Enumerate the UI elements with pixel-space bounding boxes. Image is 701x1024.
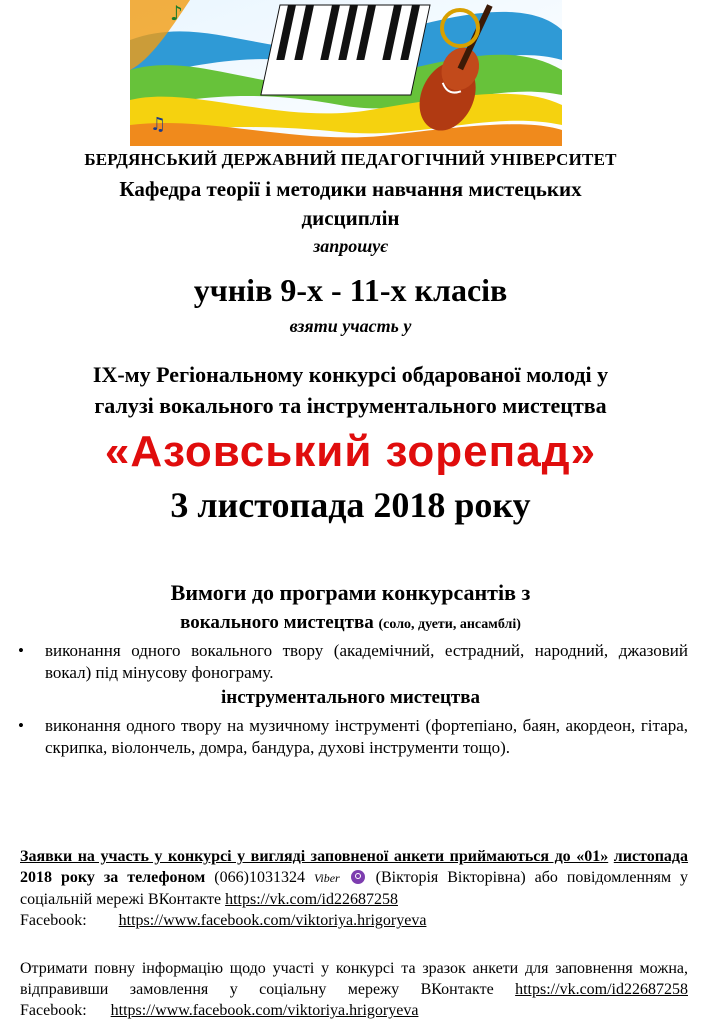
contest-name: «Азовський зорепад»	[104, 427, 597, 476]
bullet-icon: •	[18, 641, 24, 660]
take-part-text: взяти участь у	[289, 316, 412, 336]
applications-bold-2: 2018 року за телефоном	[20, 869, 206, 886]
requirements-title: Вимоги до програми конкурсантів з	[170, 580, 531, 605]
invites-text: запрошує	[313, 236, 388, 256]
department-line-1: Кафедра теорії і методики навчання мистецьких	[119, 177, 582, 201]
vocal-requirement-text: виконання одного вокального твору (академічний, естрадний, народний, джазовий вокал) під мінусову фонограму.	[45, 641, 688, 682]
applications-bold-1: Заявки на участь у конкурсі у вигляді заповненої анкети приймаються до «01»	[20, 848, 609, 865]
facebook-label: Facebook:	[20, 912, 87, 929]
contest-title-line-2: галузі вокального та інструментального мистецтва	[94, 393, 607, 418]
info-paragraph	[20, 958, 688, 1021]
university-name: БЕРДЯНСЬКИЙ ДЕРЖАВНИЙ ПЕДАГОГІЧНИЙ УНІВЕРСИТЕТ	[84, 150, 617, 169]
info-vk-link[interactable]: https://vk.com/id22687258	[515, 981, 688, 998]
viber-label: Viber	[313, 871, 340, 885]
svg-text:♪: ♪	[170, 1, 183, 25]
vocal-title-text: вокального мистецтва	[180, 612, 374, 633]
contact-name: (Вікторія Вікторівна)	[366, 869, 526, 886]
info-text: Отримати повну інформацію щодо участі у конкурсі та зразок анкети для заповнення можна, відправивши замовлення у соціальну мережу ВКонтакте	[20, 960, 688, 998]
phone-number: (066)1031324	[205, 869, 314, 886]
applications-date-month: листопада	[613, 848, 689, 865]
contest-date: 3 листопада 2018 року	[170, 485, 531, 525]
instrumental-section-title: інструментального мистецтва	[220, 687, 481, 708]
instrumental-requirement-item	[18, 715, 688, 759]
info-facebook-label: Facebook:	[20, 1002, 87, 1019]
instrumental-requirement-text: виконання одного твору на музичному інструменті (фортепіано, баян, акордеон, гітара, скрипка, віолончель, домра, бандура, духові інструменти тощо).	[45, 716, 688, 757]
vk-link[interactable]: https://vk.com/id22687258	[225, 891, 398, 908]
music-instruments-banner	[130, 0, 562, 146]
facebook-link[interactable]: https://www.facebook.com/viktoriya.hrigoryeva	[118, 912, 427, 929]
target-students: учнів 9-х - 11-х класів	[193, 272, 508, 308]
applications-paragraph	[20, 846, 688, 931]
contest-title-line-1: ІХ-му Регіональному конкурсі обдарованої молоді у	[92, 362, 609, 387]
viber-icon	[351, 870, 365, 884]
svg-text:♫: ♫	[150, 114, 167, 135]
bullet-icon: •	[18, 716, 24, 735]
vocal-requirement-item	[18, 640, 688, 684]
info-facebook-link[interactable]: https://www.facebook.com/viktoriya.hrigoryeva	[110, 1002, 419, 1019]
or-message-text: або повідомленням у соціальній мережі ВКонтакте	[20, 869, 689, 908]
vocal-note: (соло, дуети, ансамблі)	[378, 617, 521, 632]
vocal-section-title	[0, 612, 701, 634]
department-line-2: дисциплін	[301, 206, 400, 230]
